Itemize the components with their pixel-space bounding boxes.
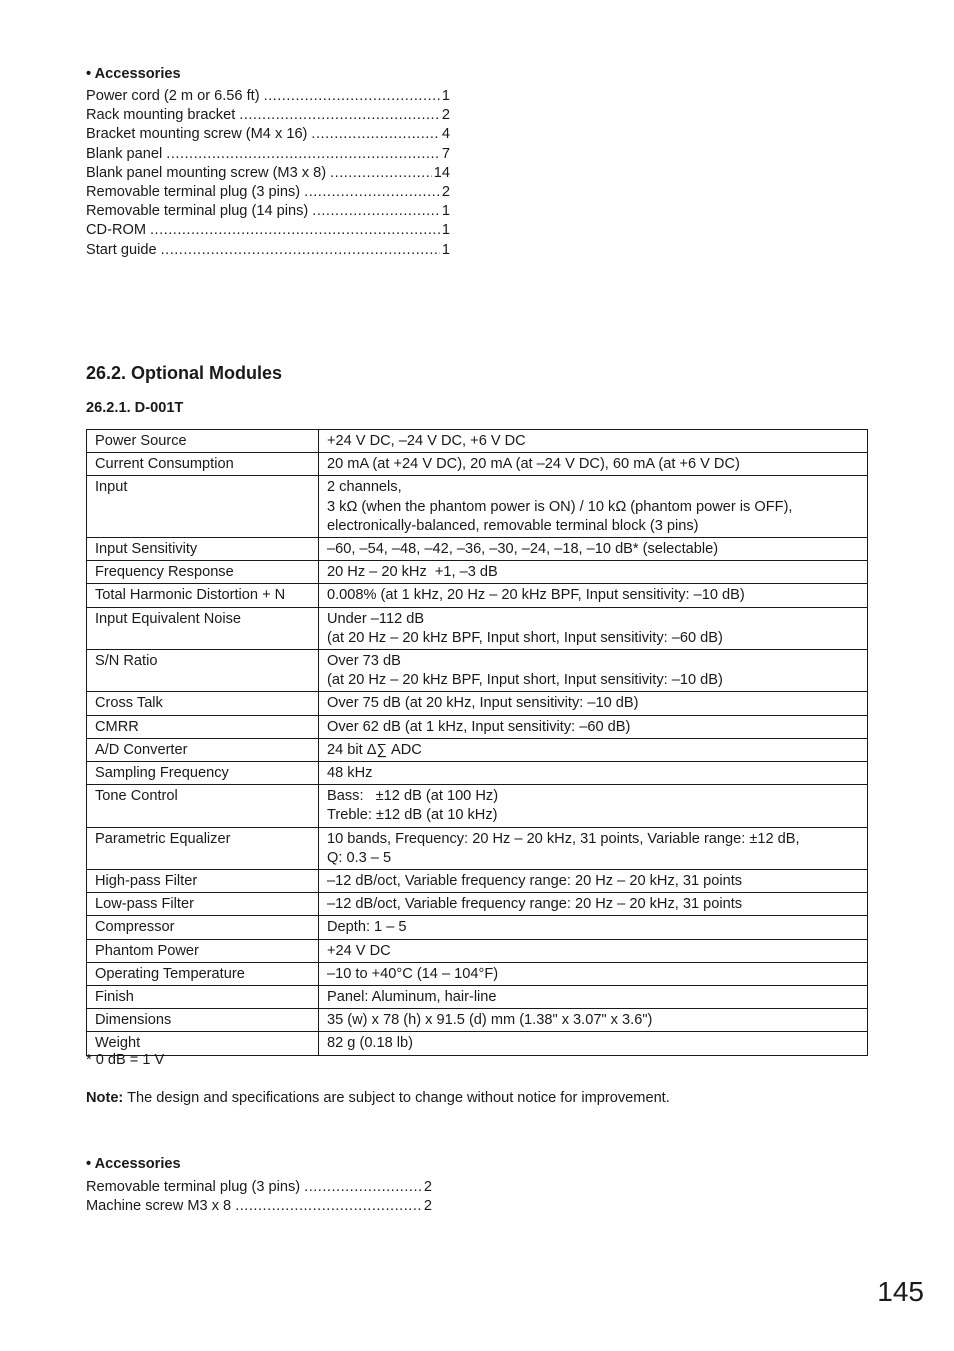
spec-value: [319, 893, 868, 916]
accessory-quantity: 7: [441, 145, 450, 162]
dot-leader: [239, 106, 440, 125]
spec-label: Current Consumption: [87, 453, 319, 476]
spec-row: [87, 584, 868, 607]
spec-row: [87, 607, 868, 649]
spec-label: Frequency Response: [87, 561, 319, 584]
spec-value-line: 35 (w) x 78 (h) x 91.5 (d) mm (1.38" x 3.07" x 3.6"): [327, 1012, 653, 1029]
accessory-name: Power cord (2 m or 6.56 ft): [86, 88, 260, 104]
accessory-item: [86, 183, 450, 202]
spec-value: [319, 827, 868, 869]
spec-row: [87, 430, 868, 453]
accessories-list: [86, 87, 450, 260]
footnote: * 0 dB = 1 V: [86, 1052, 165, 1068]
accessory-name: Start guide: [86, 241, 157, 258]
accessory-item: [86, 106, 450, 125]
spec-value-line: Over 73 dB: [327, 653, 401, 670]
spec-value: [319, 939, 868, 962]
spec-value-line: Panel: Aluminum, hair-line: [327, 989, 497, 1006]
spec-row: [87, 1009, 868, 1032]
dot-leader: [166, 145, 440, 164]
dot-leader: [150, 221, 440, 240]
accessory-name: Removable terminal plug (3 pins): [86, 184, 301, 201]
dot-leader: [311, 125, 439, 144]
accessory-quantity: 1: [441, 241, 450, 258]
accessory-quantity: 2: [441, 184, 450, 201]
spec-label: Sampling Frequency: [87, 762, 319, 785]
spec-value: [319, 986, 868, 1009]
accessory-quantity: 1: [441, 88, 450, 104]
accessory-quantity: 2: [423, 1198, 432, 1215]
accessories-list: [86, 1178, 432, 1216]
accessories-heading: • Accessories: [86, 66, 181, 82]
dot-leader: [161, 241, 440, 260]
spec-label: Tone Control: [87, 785, 319, 827]
accessories-heading: • Accessories: [86, 1156, 181, 1172]
spec-row: [87, 785, 868, 827]
specifications-table: [86, 429, 868, 1056]
spec-value: [319, 1009, 868, 1032]
spec-row: [87, 939, 868, 962]
spec-row: [87, 916, 868, 939]
spec-value: [319, 430, 868, 453]
dot-leader: [264, 87, 440, 106]
spec-value: [319, 650, 868, 692]
spec-label: Parametric Equalizer: [87, 827, 319, 869]
accessory-name: Rack mounting bracket: [86, 107, 236, 124]
spec-row: [87, 476, 868, 538]
spec-value: [319, 476, 868, 538]
spec-value-line: 24 bit Δ∑ ADC: [327, 741, 422, 758]
spec-value-line: 0.008% (at 1 kHz, 20 Hz – 20 kHz BPF, Input sensitivity: –10 dB): [327, 587, 745, 604]
spec-row: [87, 762, 868, 785]
spec-value-line: Treble: ±12 dB (at 10 kHz): [327, 807, 498, 824]
accessory-name: Blank panel mounting screw (M3 x 8): [86, 164, 327, 181]
spec-value-line: electronically-balanced, removable terminal block (3 pins): [327, 517, 699, 534]
accessory-item: [86, 1178, 432, 1197]
spec-value-line: +24 V DC: [327, 942, 391, 959]
spec-value-line: –12 dB/oct, Variable frequency range: 20 Hz – 20 kHz, 31 points: [327, 873, 743, 890]
spec-label: Input: [87, 476, 319, 538]
accessory-item: [86, 202, 450, 221]
spec-value-line: Depth: 1 – 5: [327, 919, 407, 936]
spec-row: [87, 692, 868, 715]
spec-value: [319, 738, 868, 761]
spec-value: [319, 962, 868, 985]
spec-label: Total Harmonic Distortion + N: [87, 584, 319, 607]
spec-value: [319, 453, 868, 476]
spec-value-line: –60, –54, –48, –42, –36, –30, –24, –18, –10 dB* (selectable): [327, 541, 719, 558]
spec-value-line: 20 mA (at +24 V DC), 20 mA (at –24 V DC), 60 mA (at +6 V DC): [327, 456, 740, 473]
accessory-quantity: 4: [441, 126, 450, 143]
spec-value: [319, 584, 868, 607]
spec-value: [319, 762, 868, 785]
spec-label: Operating Temperature: [87, 962, 319, 985]
spec-row: [87, 986, 868, 1009]
spec-label: Power Source: [87, 430, 319, 453]
spec-label: Phantom Power: [87, 939, 319, 962]
accessory-item: [86, 1197, 432, 1216]
spec-label: Cross Talk: [87, 692, 319, 715]
spec-value-line: –12 dB/oct, Variable frequency range: 20 Hz – 20 kHz, 31 points: [327, 896, 743, 913]
spec-value-line: 2 channels,: [327, 479, 402, 496]
spec-value: [319, 692, 868, 715]
spec-value-line: Over 75 dB (at 20 kHz, Input sensitivity: –10 dB): [327, 695, 639, 712]
accessory-item: [86, 145, 450, 164]
page-number: 145: [877, 1276, 924, 1307]
accessory-name: Removable terminal plug (3 pins): [86, 1179, 301, 1195]
note-label: Note:: [86, 1090, 124, 1106]
spec-value-line: Over 62 dB (at 1 kHz, Input sensitivity: –60 dB): [327, 718, 631, 735]
spec-row: [87, 870, 868, 893]
spec-value: [319, 561, 868, 584]
accessory-name: Machine screw M3 x 8: [86, 1198, 232, 1215]
spec-label: S/N Ratio: [87, 650, 319, 692]
section-title: 26.2. Optional Modules: [86, 363, 283, 383]
spec-value: [319, 916, 868, 939]
dot-leader: [330, 164, 432, 183]
note-text: The design and specifications are subject to change without notice for improvement.: [123, 1090, 670, 1106]
accessory-quantity: 2: [441, 107, 450, 124]
dot-leader: [235, 1197, 422, 1216]
dot-leader: [312, 202, 440, 221]
spec-row: [87, 453, 868, 476]
spec-value: [319, 785, 868, 827]
spec-value-line: (at 20 Hz – 20 kHz BPF, Input short, Input sensitivity: –60 dB): [327, 629, 723, 646]
spec-value-line: Bass: ±12 dB (at 100 Hz): [327, 788, 499, 805]
spec-row: [87, 715, 868, 738]
accessory-item: [86, 241, 450, 260]
spec-label: Low-pass Filter: [87, 893, 319, 916]
dot-leader: [304, 1178, 422, 1197]
spec-value-line: –10 to +40°C (14 – 104°F): [327, 965, 499, 982]
accessory-name: Removable terminal plug (14 pins): [86, 203, 309, 220]
spec-value: [319, 715, 868, 738]
spec-label: Finish: [87, 986, 319, 1009]
accessory-quantity: 14: [433, 164, 450, 181]
accessory-item: [86, 125, 450, 144]
spec-value-line: (at 20 Hz – 20 kHz BPF, Input short, Input sensitivity: –10 dB): [327, 672, 723, 689]
spec-row: [87, 893, 868, 916]
spec-row: [87, 538, 868, 561]
spec-row: [87, 738, 868, 761]
spec-row: [87, 650, 868, 692]
spec-value-line: Under –112 dB: [327, 610, 425, 627]
spec-value: [319, 870, 868, 893]
accessory-name: CD-ROM: [86, 222, 146, 239]
spec-value-line: 48 kHz: [327, 765, 373, 782]
spec-label: Input Sensitivity: [87, 538, 319, 561]
accessory-quantity: 1: [441, 203, 450, 220]
spec-row: [87, 827, 868, 869]
spec-label: CMRR: [87, 715, 319, 738]
spec-row: [87, 1032, 868, 1055]
spec-value: [319, 607, 868, 649]
accessory-quantity: 1: [441, 222, 450, 239]
accessory-item: [86, 221, 450, 240]
spec-label: High-pass Filter: [87, 870, 319, 893]
spec-value: [319, 538, 868, 561]
spec-value-line: 82 g (0.18 lb): [327, 1035, 413, 1052]
spec-label: Input Equivalent Noise: [87, 607, 319, 649]
spec-row: [87, 962, 868, 985]
spec-label: Dimensions: [87, 1009, 319, 1032]
spec-value-line: 10 bands, Frequency: 20 Hz – 20 kHz, 31 points, Variable range: ±12 dB,: [327, 830, 800, 847]
spec-label: Compressor: [87, 916, 319, 939]
spec-value-line: Q: 0.3 – 5: [327, 849, 392, 866]
spec-value-line: 3 kΩ (when the phantom power is ON) / 10 kΩ (phantom power is OFF),: [327, 498, 793, 515]
accessory-name: Blank panel: [86, 145, 163, 162]
subsection-title: 26.2.1. D-001T: [86, 400, 184, 416]
note: [86, 1090, 670, 1106]
spec-row: [87, 561, 868, 584]
accessory-name: Bracket mounting screw (M4 x 16): [86, 126, 308, 143]
accessory-item: [86, 164, 450, 183]
dot-leader: [304, 183, 440, 202]
accessory-item: [86, 87, 450, 106]
spec-value-line: +24 V DC, –24 V DC, +6 V DC: [327, 433, 526, 449]
spec-value-line: 20 Hz – 20 kHz +1, –3 dB: [327, 564, 498, 581]
accessory-quantity: 2: [423, 1179, 432, 1195]
spec-label: A/D Converter: [87, 738, 319, 761]
spec-label: Weight: [87, 1032, 319, 1055]
spec-value: [319, 1032, 868, 1055]
